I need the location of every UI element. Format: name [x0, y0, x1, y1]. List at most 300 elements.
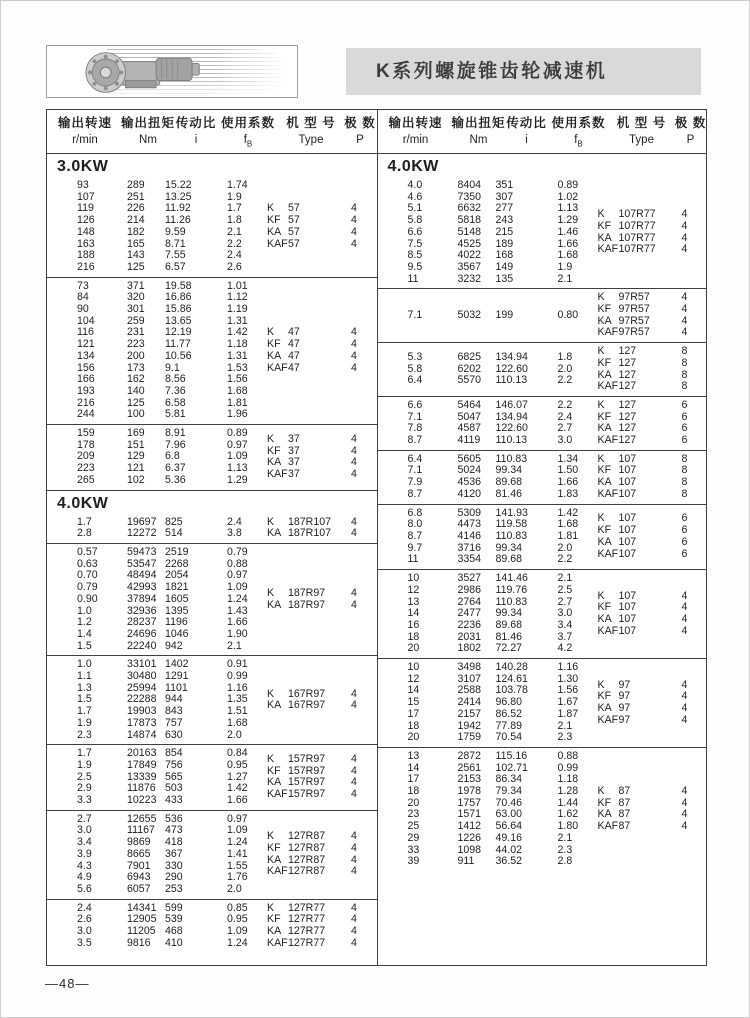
service-factor-cell: 2.7 — [557, 422, 573, 435]
data-rows — [378, 573, 598, 655]
power-section — [47, 154, 377, 490]
output-speed-cell: 0.63 — [77, 557, 98, 570]
ratio-cell: 134.94 — [495, 410, 528, 423]
model-type-row — [267, 215, 375, 227]
output-torque-cell: 22288 — [127, 693, 157, 706]
model-name: KA 167R97 — [267, 699, 326, 712]
model-name: KF 127R87 — [267, 842, 326, 854]
output-speed-cell: 1.5 — [77, 693, 92, 706]
service-factor-cell: 0.79 — [227, 545, 248, 558]
ratio-cell: 81.46 — [495, 630, 523, 643]
service-factor-cell: 1.81 — [557, 529, 579, 542]
poles-cell: 4 — [351, 764, 357, 777]
model-prefix: K — [597, 345, 605, 358]
model-type-row — [598, 454, 706, 466]
model-prefix: KAF — [597, 713, 619, 726]
model-prefix: KA — [597, 314, 612, 327]
model-prefix: KA — [267, 527, 282, 540]
model-prefix: KA — [597, 231, 612, 244]
model-name: KAF127R77 — [267, 936, 326, 949]
model-name: KF 47 — [267, 338, 300, 351]
model-type-row — [598, 786, 706, 798]
output-speed-cell: 2.7 — [77, 812, 92, 825]
ratio-cell: 15.86 — [165, 303, 192, 316]
output-torque-cell: 4022 — [457, 249, 482, 262]
ratio-cell: 7.55 — [165, 249, 186, 262]
output-speed-cell: 9.7 — [407, 541, 423, 554]
output-speed-cell: 17 — [407, 707, 420, 720]
service-factor-cell: 1.8 — [557, 350, 573, 363]
service-factor-cell: 1.18 — [557, 773, 579, 786]
table-row — [77, 351, 267, 363]
model-prefix: K — [267, 326, 275, 339]
model-type-row — [598, 244, 706, 256]
output-speed-cell: 14 — [407, 607, 420, 620]
poles-cell: 4 — [681, 314, 688, 327]
output-torque-cell: 100 — [127, 408, 145, 421]
output-torque-cell: 2153 — [457, 773, 482, 786]
output-speed-cell: 20 — [407, 642, 420, 655]
ratio-cell: 1821 — [165, 581, 189, 594]
output-torque-cell: 251 — [127, 190, 145, 203]
output-speed-cell: 8.5 — [407, 249, 423, 262]
model-prefix: K — [597, 398, 605, 411]
output-torque-cell: 2414 — [457, 696, 482, 709]
model-type-row — [598, 346, 706, 358]
output-torque-cell: 5032 — [457, 308, 482, 321]
output-speed-cell: 159 — [77, 427, 95, 440]
output-speed-cell: 4.3 — [77, 859, 92, 872]
model-name: K 127 — [597, 345, 637, 358]
service-factor-cell: 0.84 — [227, 747, 248, 760]
service-factor-cell: 1.43 — [227, 604, 248, 617]
column-unit-poles: P — [356, 134, 364, 146]
output-speed-cell: 1.0 — [77, 604, 92, 617]
output-speed-cell: 14 — [407, 761, 420, 774]
output-torque-cell: 3527 — [457, 572, 482, 585]
output-speed-cell: 18 — [407, 785, 420, 798]
column-unit-model: Type — [629, 134, 654, 146]
output-speed-cell: 2.8 — [77, 527, 92, 540]
model-name: KAF97R57 — [597, 326, 650, 339]
model-type-list — [598, 786, 706, 833]
ratio-cell: 503 — [165, 782, 183, 795]
ratio-cell: 1605 — [165, 592, 189, 605]
output-speed-cell: 18 — [407, 719, 420, 732]
service-factor-cell: 1.50 — [557, 464, 579, 477]
model-type-row — [598, 221, 706, 233]
model-name: KF 127 — [597, 410, 637, 423]
model-prefix: KA — [267, 699, 282, 712]
service-factor-cell: 1.09 — [227, 925, 248, 938]
output-torque-cell: 223 — [127, 338, 145, 351]
model-type-row — [267, 363, 375, 375]
poles-cell: 4 — [681, 326, 688, 339]
model-name: KAF127 — [597, 380, 637, 393]
poles-cell: 4 — [681, 690, 688, 703]
table-row — [77, 671, 267, 683]
output-torque-cell: 1412 — [457, 820, 482, 833]
poles-cell: 4 — [351, 432, 357, 445]
service-factor-cell: 1.46 — [557, 225, 579, 238]
service-factor-cell: 1.42 — [557, 506, 579, 519]
model-name: K 107 — [597, 512, 637, 525]
spec-block — [47, 277, 377, 424]
table-row — [77, 428, 267, 440]
output-torque-cell: 30480 — [127, 670, 157, 683]
output-speed-cell: 5.3 — [407, 350, 423, 363]
service-factor-cell: 1.31 — [227, 314, 248, 327]
table-row — [408, 274, 598, 286]
poles-cell: 8 — [681, 464, 688, 477]
poles-cell: 8 — [681, 476, 688, 489]
output-speed-cell: 1.4 — [77, 627, 92, 640]
output-torque-cell: 4536 — [457, 476, 482, 489]
ratio-cell: 19.58 — [165, 279, 192, 292]
model-prefix: K — [597, 452, 605, 465]
model-name: KAF47 — [267, 361, 300, 374]
model-type-row — [267, 351, 375, 363]
logo-box — [46, 45, 298, 98]
service-factor-cell: 2.4 — [227, 249, 242, 262]
output-speed-cell: 2.3 — [77, 728, 92, 741]
model-type-row — [598, 715, 706, 727]
data-rows — [47, 659, 267, 741]
ratio-cell: 189 — [495, 237, 514, 250]
output-torque-cell: 33101 — [127, 658, 157, 671]
spec-block — [47, 899, 377, 953]
output-speed-cell: 7.8 — [407, 422, 423, 435]
service-factor-cell: 0.97 — [227, 812, 248, 825]
model-type-list — [598, 400, 706, 447]
model-prefix: KAF — [597, 624, 619, 637]
table-row — [408, 262, 598, 274]
ratio-cell: 7.96 — [165, 438, 186, 451]
service-factor-cell: 1.66 — [557, 476, 579, 489]
ratio-cell: 5.36 — [165, 473, 186, 486]
model-type-row — [598, 412, 706, 424]
header-units-row — [378, 132, 707, 152]
output-torque-cell: 231 — [127, 326, 145, 339]
ratio-cell: 102.71 — [495, 761, 528, 774]
ratio-cell: 96.80 — [495, 696, 523, 709]
output-torque-cell: 3498 — [457, 661, 482, 674]
ratio-cell: 134.94 — [495, 350, 528, 363]
model-name: KAF107 — [597, 487, 637, 500]
column-unit-ratio: i — [194, 134, 198, 146]
service-factor-cell: 2.2 — [557, 553, 573, 566]
ratio-cell: 63.00 — [495, 808, 523, 821]
service-factor-cell: 2.4 — [227, 515, 242, 528]
power-rating-heading: 4.0KW — [57, 494, 109, 512]
table-row — [408, 489, 598, 501]
model-type-row — [598, 400, 706, 412]
column-unit-factor: $f_B$ — [574, 134, 583, 149]
model-name: KA 97R57 — [597, 314, 650, 327]
poles-cell: 4 — [351, 788, 357, 801]
service-factor-cell: 1.83 — [557, 487, 579, 500]
spec-block — [378, 342, 707, 396]
output-speed-cell: 14 — [407, 684, 420, 697]
ratio-cell: 1395 — [165, 604, 189, 617]
output-torque-cell: 19697 — [127, 515, 157, 528]
output-speed-cell: 6.4 — [407, 452, 423, 465]
ratio-cell: 36.52 — [495, 855, 523, 868]
output-torque-cell: 173 — [127, 361, 145, 374]
ratio-cell: 2054 — [165, 569, 189, 582]
service-factor-cell: 0.91 — [227, 658, 248, 671]
ratio-cell: 70.46 — [495, 796, 523, 809]
output-speed-cell: 8.7 — [407, 434, 423, 447]
model-type-row — [598, 626, 706, 638]
ratio-cell: 539 — [165, 913, 183, 926]
model-type-row — [598, 703, 706, 715]
column-header-factor: 使用系数 — [551, 116, 606, 130]
data-rows — [378, 352, 598, 387]
output-torque-cell: 2031 — [457, 630, 482, 643]
output-speed-cell: 4.6 — [407, 190, 423, 203]
output-speed-cell: 25 — [407, 820, 420, 833]
model-name: K 187R107 — [267, 515, 332, 528]
output-speed-cell: 90 — [77, 303, 89, 316]
output-speed-cell: 126 — [77, 214, 95, 227]
model-name: K 37 — [267, 432, 300, 445]
model-type-list — [598, 513, 706, 560]
service-factor-cell: 1.90 — [227, 627, 248, 640]
output-speed-cell: 116 — [77, 326, 94, 339]
model-prefix: KAF — [597, 820, 619, 833]
model-type-list — [267, 903, 375, 950]
ratio-cell: 8.71 — [165, 237, 186, 250]
output-torque-cell: 7901 — [127, 859, 151, 872]
data-rows — [47, 814, 267, 896]
output-speed-cell: 7.5 — [407, 237, 423, 250]
column-header-speed: 输出转速 — [388, 116, 443, 130]
output-torque-cell: 53547 — [127, 557, 157, 570]
data-rows — [378, 310, 598, 322]
poles-cell: 6 — [681, 512, 688, 525]
data-rows — [47, 547, 267, 652]
output-speed-cell: 1.2 — [77, 616, 92, 629]
output-torque-cell: 2561 — [457, 761, 482, 774]
model-type-row — [267, 600, 375, 612]
output-torque-cell: 371 — [127, 279, 145, 292]
model-prefix: KAF — [267, 468, 288, 481]
output-speed-cell: 3.4 — [77, 836, 92, 849]
service-factor-cell: 1.24 — [227, 836, 248, 849]
ratio-cell: 8.91 — [165, 427, 186, 440]
poles-cell: 4 — [351, 936, 357, 949]
model-prefix: KA — [597, 701, 612, 714]
model-prefix: KA — [597, 422, 612, 435]
output-torque-cell: 301 — [127, 303, 145, 316]
poles-cell: 4 — [351, 913, 357, 926]
model-prefix: KF — [267, 214, 281, 227]
ratio-cell: 1291 — [165, 670, 189, 683]
service-factor-cell: 1.16 — [557, 661, 579, 674]
spec-block — [47, 177, 377, 277]
output-torque-cell: 129 — [127, 450, 145, 463]
ratio-cell: 81.46 — [495, 487, 523, 500]
model-name: KA 107 — [597, 535, 637, 548]
output-torque-cell: 2872 — [457, 749, 482, 762]
output-speed-cell: 1.7 — [77, 705, 92, 718]
output-torque-cell: 24696 — [127, 627, 157, 640]
service-factor-cell: 0.95 — [227, 758, 248, 771]
output-torque-cell: 3107 — [457, 672, 482, 685]
service-factor-cell: 1.29 — [557, 214, 579, 227]
table-row — [77, 180, 267, 192]
model-prefix: KAF — [267, 237, 288, 250]
ratio-cell: 9.59 — [165, 225, 186, 238]
output-torque-cell: 182 — [127, 225, 145, 238]
spec-block — [378, 177, 707, 288]
poles-cell: 4 — [681, 231, 688, 244]
output-speed-cell: 3.3 — [77, 794, 92, 807]
model-type-list — [598, 292, 706, 339]
model-type-list — [267, 754, 375, 801]
output-speed-cell: 119 — [77, 202, 94, 215]
model-prefix: KF — [267, 444, 281, 457]
poles-cell: 4 — [351, 456, 357, 469]
output-torque-cell: 5464 — [457, 398, 482, 411]
model-name: KAF127R87 — [267, 865, 326, 878]
output-speed-cell: 7.1 — [407, 464, 423, 477]
table-row — [408, 620, 598, 632]
output-torque-cell: 11205 — [127, 925, 156, 938]
output-speed-cell: 5.8 — [407, 214, 423, 227]
specification-table — [46, 109, 707, 966]
service-factor-cell: 1.96 — [227, 408, 248, 421]
poles-cell: 4 — [681, 589, 688, 602]
service-factor-cell: 2.1 — [227, 639, 242, 652]
service-factor-cell: 2.2 — [557, 398, 573, 411]
service-factor-cell: 1.56 — [557, 684, 579, 697]
model-prefix: K — [597, 291, 605, 304]
output-speed-cell: 73 — [77, 279, 89, 292]
output-speed-cell: 18 — [407, 630, 420, 643]
data-rows — [47, 517, 267, 540]
service-factor-cell: 1.35 — [227, 693, 248, 706]
service-factor-cell: 1.81 — [227, 396, 248, 409]
output-speed-cell: 1.3 — [77, 681, 92, 694]
output-torque-cell: 3567 — [457, 260, 482, 273]
ratio-cell: 124.61 — [495, 672, 528, 685]
output-torque-cell: 2157 — [457, 707, 482, 720]
table-row — [77, 262, 267, 274]
ratio-cell: 13.25 — [165, 190, 192, 203]
model-name: K 187R97 — [267, 586, 326, 599]
poles-cell: 4 — [681, 291, 688, 304]
model-prefix: KAF — [597, 547, 619, 560]
service-factor-cell: 1.74 — [227, 179, 248, 191]
model-name: KAF87 — [597, 820, 631, 833]
table-row — [408, 227, 598, 239]
model-name: KF 97R57 — [597, 303, 650, 316]
ratio-cell: 79.34 — [495, 785, 523, 798]
output-torque-cell: 48494 — [127, 569, 157, 582]
output-speed-cell: 6.4 — [407, 374, 423, 387]
spec-block — [47, 514, 377, 543]
poles-cell: 4 — [681, 701, 688, 714]
model-type-row — [267, 469, 375, 481]
table-row — [408, 435, 598, 447]
ratio-cell: 418 — [165, 836, 183, 849]
power-section — [378, 154, 707, 871]
output-torque-cell: 32936 — [127, 604, 157, 617]
output-torque-cell: 25994 — [127, 681, 157, 694]
output-speed-cell: 11 — [407, 553, 419, 566]
output-torque-cell: 3716 — [457, 541, 482, 554]
service-factor-cell: 1.53 — [227, 361, 248, 374]
model-prefix: K — [597, 512, 605, 525]
service-factor-cell: 1.09 — [227, 824, 248, 837]
model-prefix: KAF — [597, 243, 619, 256]
service-factor-cell: 2.1 — [557, 272, 573, 285]
column-unit-poles: P — [686, 134, 695, 146]
ratio-cell: 115.16 — [495, 749, 528, 762]
model-type-list — [267, 689, 375, 712]
ratio-cell: 9.1 — [165, 361, 180, 374]
poles-cell: 6 — [681, 535, 688, 548]
output-speed-cell: 148 — [77, 225, 95, 238]
ratio-cell: 49.16 — [495, 831, 523, 844]
model-prefix: K — [267, 901, 275, 914]
output-torque-cell: 9869 — [127, 836, 151, 849]
output-speed-cell: 3.0 — [77, 925, 92, 938]
ratio-cell: 6.58 — [165, 396, 186, 409]
output-torque-cell: 13339 — [127, 770, 157, 783]
output-torque-cell: 2764 — [457, 595, 482, 608]
output-torque-cell: 11167 — [127, 824, 155, 837]
model-type-list — [598, 346, 706, 393]
column-header-model: 机 型 号 — [286, 116, 336, 130]
spec-block — [47, 543, 377, 655]
output-torque-cell: 151 — [127, 438, 145, 451]
ratio-cell: 942 — [165, 639, 183, 652]
service-factor-cell: 2.2 — [557, 374, 573, 387]
ratio-cell: 89.68 — [495, 553, 523, 566]
ratio-cell: 15.22 — [165, 179, 192, 191]
spec-block — [47, 744, 377, 810]
model-name: KF 107 — [597, 464, 637, 477]
model-prefix: KAF — [597, 380, 619, 393]
model-prefix: KF — [597, 601, 612, 614]
model-name: KA 87 — [597, 808, 631, 821]
model-prefix: K — [267, 202, 275, 215]
model-type-row — [598, 691, 706, 703]
output-speed-cell: 4.0 — [407, 179, 423, 191]
service-factor-cell: 1.41 — [227, 847, 248, 860]
model-name: K 47 — [267, 326, 300, 339]
column-unit-speed: r/min — [72, 134, 98, 146]
output-torque-cell: 10223 — [127, 794, 157, 807]
model-prefix: K — [597, 208, 605, 221]
output-torque-cell: 5024 — [457, 464, 482, 477]
table-row — [77, 760, 267, 772]
output-torque-cell: 59473 — [127, 545, 157, 558]
service-factor-cell: 1.62 — [557, 808, 579, 821]
ratio-cell: 5.81 — [165, 408, 186, 421]
output-torque-cell: 37894 — [127, 592, 157, 605]
output-torque-cell: 12272 — [127, 527, 157, 540]
service-factor-cell: 2.7 — [557, 595, 573, 608]
page-header — [46, 45, 706, 99]
service-factor-cell: 1.7 — [227, 202, 242, 215]
poles-cell: 8 — [681, 487, 688, 500]
service-factor-cell: 1.42 — [227, 326, 248, 339]
output-torque-cell: 165 — [127, 237, 145, 250]
